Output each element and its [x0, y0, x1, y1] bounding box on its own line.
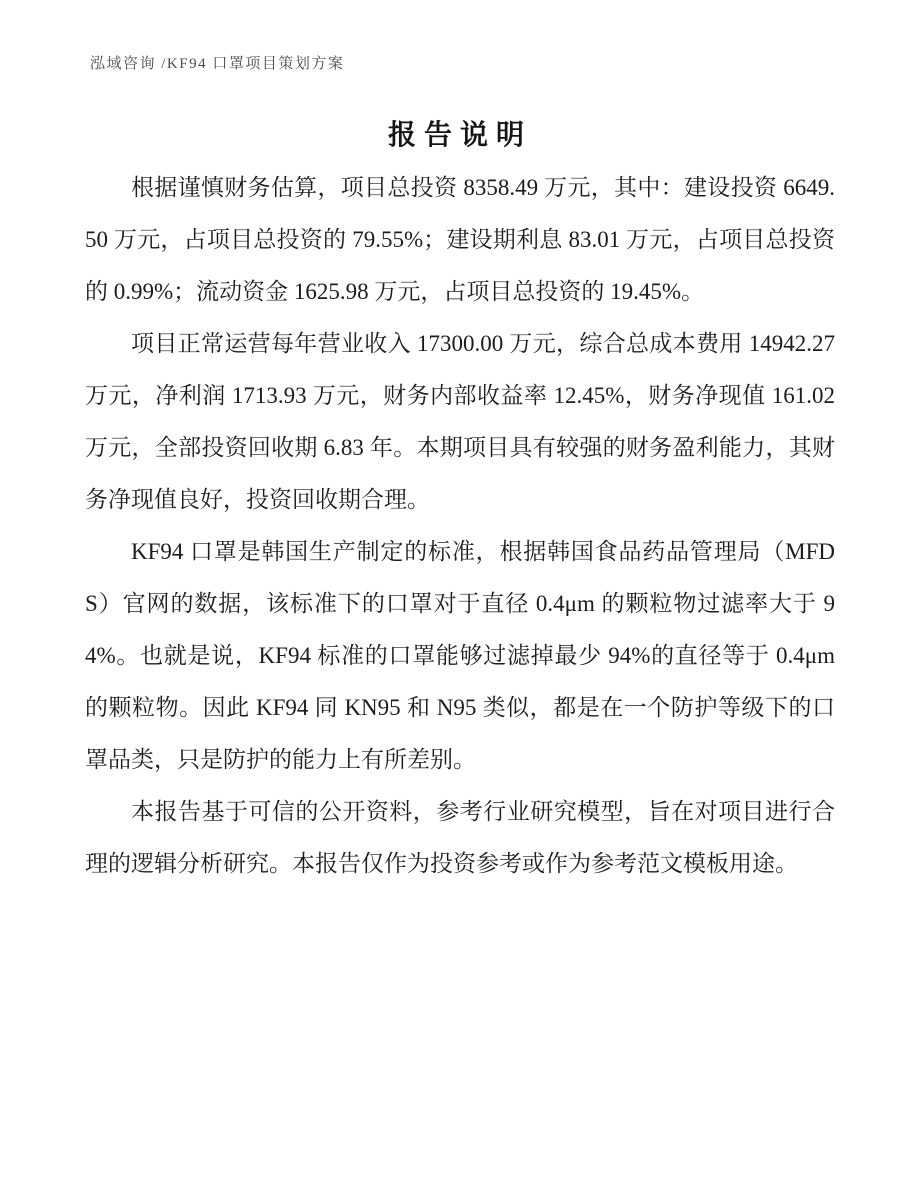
paragraph-operating-financials: 项目正常运营每年营业收入 17300.00 万元，综合总成本费用 14942.27 万元，净利润 1713.93 万元，财务内部收益率 12.45%，财务净现值 161.02 万元，全部投资回收期 6.83 年。本期项目具有较强的财务盈利能力，其财务净现值良好，投资回收期合理。 [85, 331, 835, 512]
report-description-body [85, 162, 835, 890]
paragraph-report-disclaimer: 本报告基于可信的公开资料，参考行业研究模型，旨在对项目进行合理的逻辑分析研究。本报告仅作为投资参考或作为参考范文模板用途。 [85, 799, 835, 876]
page-header: 泓域咨询 /KF94 口罩项目策划方案 [90, 56, 345, 72]
paragraph-kf94-standard: KF94 口罩是韩国生产制定的标准，根据韩国食品药品管理局（MFDS）官网的数据，该标准下的口罩对于直径 0.4μm 的颗粒物过滤率大于 94%。也就是说，KF94 标准的口罩能够过滤掉最少 94%的直径等于 0.4μm 的颗粒物。因此 KF94 同 KN95 和 N95 类似，都是在一个防护等级下的口罩品类，只是防护的能力上有所差别。 [85, 539, 835, 772]
paragraph-investment-summary: 根据谨慎财务估算，项目总投资 8358.49 万元，其中：建设投资 6649.50 万元，占项目总投资的 79.55%；建设期利息 83.01 万元，占项目总投资的 0.99%；流动资金 1625.98 万元，占项目总投资的 19.45%。 [85, 175, 835, 304]
page-title: 报告说明 [387, 120, 532, 151]
